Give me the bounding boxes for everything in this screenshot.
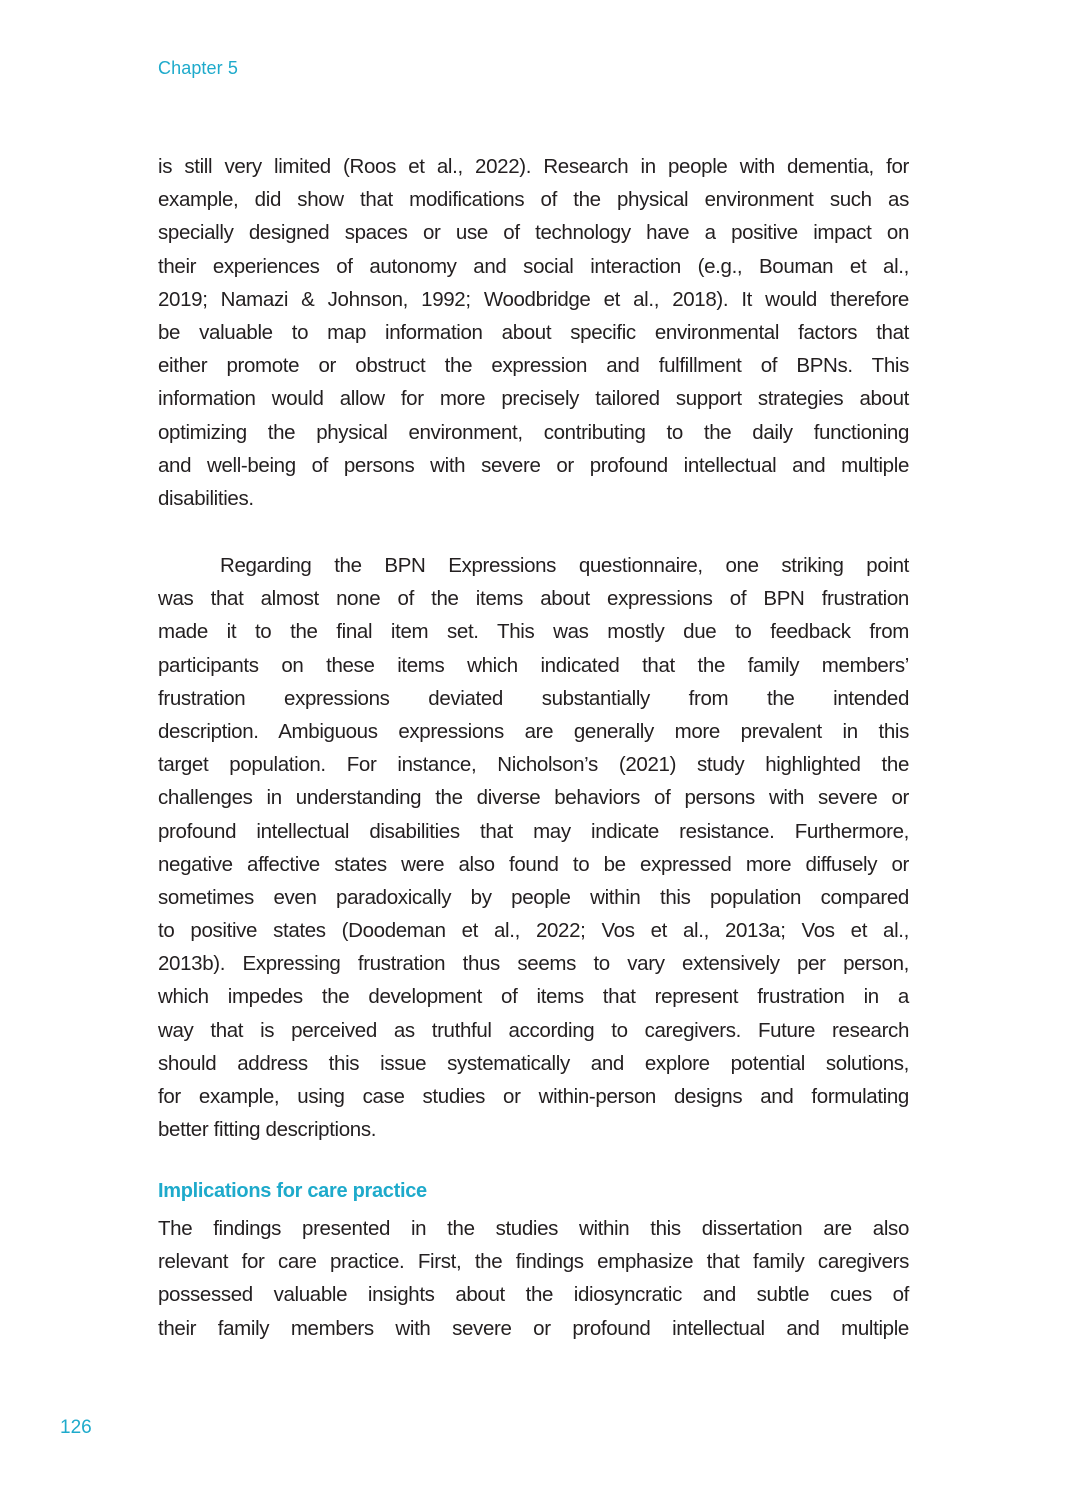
text-line: possessed valuable insights about the idiosyncratic and subtle cues of (158, 1283, 909, 1307)
text-line: challenges in understanding the diverse behaviors of persons with severe or (158, 786, 909, 810)
text-line: specially designed spaces or use of technology have a positive impact on (158, 221, 909, 245)
text-line: sometimes even paradoxically by people within this population compared (158, 885, 909, 909)
text-line: made it to the final item set. This was mostly due to feedback from (158, 620, 909, 644)
section-heading: Implications for care practice (158, 1180, 427, 1202)
text-line: target population. For instance, Nicholson’s (2021) study highlighted the (158, 753, 909, 777)
text-line: which impedes the development of items that represent frustration in a (158, 985, 909, 1009)
text-line: disabilities. (158, 486, 254, 510)
text-line: description. Ambiguous expressions are generally more prevalent in this (158, 719, 909, 743)
section-paragraph (158, 1212, 909, 1345)
text-line: 2013b). Expressing frustration thus seems to vary extensively per person, (158, 952, 909, 976)
running-head: Chapter 5 (158, 58, 238, 78)
text-line: frustration expressions deviated substantially from the intended (158, 686, 909, 710)
text-line: should address this issue systematically and explore potential solutions, (158, 1051, 909, 1075)
text-line: better fitting descriptions. (158, 1118, 377, 1142)
paragraph-2 (158, 549, 909, 1146)
text-line: negative affective states were also found to be expressed more diffusely or (158, 852, 909, 876)
text-line: be valuable to map information about specific environmental factors that (158, 320, 909, 344)
text-line: information would allow for more precisely tailored support strategies about (158, 387, 909, 411)
text-line: and well-being of persons with severe or profound intellectual and multiple (158, 453, 909, 477)
text-line: either promote or obstruct the expression and fulfillment of BPNs. This (158, 354, 909, 378)
text-line: participants on these items which indicated that the family members’ (158, 653, 909, 677)
text-line: way that is perceived as truthful according to caregivers. Future research (158, 1018, 909, 1042)
paragraph-1 (158, 150, 909, 515)
text-line: their experiences of autonomy and social interaction (e.g., Bouman et al., (158, 254, 909, 278)
text-line: is still very limited (Roos et al., 2022). Research in people with dementia, for (158, 155, 909, 178)
text-line: optimizing the physical environment, contributing to the daily functioning (158, 420, 909, 444)
page-number: 126 (60, 1417, 92, 1438)
text-line: profound intellectual disabilities that may indicate resistance. Furthermore, (158, 819, 909, 843)
text-line: relevant for care practice. First, the findings emphasize that family caregivers (158, 1250, 909, 1274)
text-line: was that almost none of the items about expressions of BPN frustration (158, 587, 909, 611)
text-line: The findings presented in the studies within this dissertation are also (158, 1217, 909, 1240)
text-line: Regarding the BPN Expressions questionnaire, one striking point (220, 554, 909, 577)
text-line: their family members with severe or profound intellectual and multiple (158, 1316, 909, 1340)
text-line: for example, using case studies or within-person designs and formulating (158, 1085, 909, 1108)
text-line: example, did show that modifications of the physical environment such as (158, 188, 909, 212)
text-line: to positive states (Doodeman et al., 2022; Vos et al., 2013a; Vos et al., (158, 919, 909, 943)
text-line: 2019; Namazi & Johnson, 1992; Woodbridge et al., 2018). It would therefore (158, 287, 909, 311)
